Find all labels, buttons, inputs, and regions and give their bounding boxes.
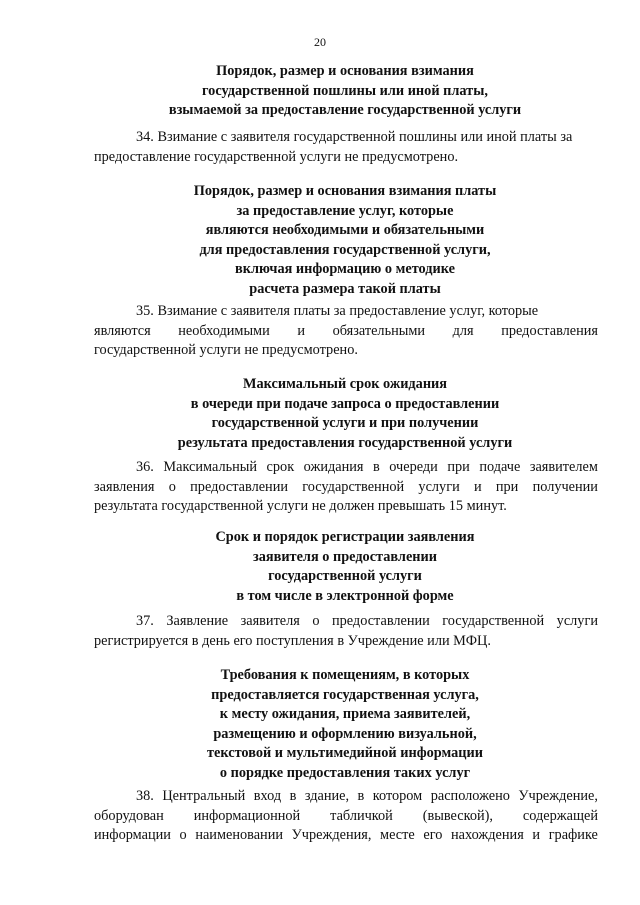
paragraph-line: результата государственной услуги не должен превышать 15 минут. xyxy=(94,498,507,514)
heading-line: размещению и оформлению визуальной, xyxy=(213,725,477,742)
word: Центральный xyxy=(162,788,246,804)
word: в xyxy=(373,459,380,475)
heading-line: являются необходимыми и обязательными xyxy=(205,222,485,238)
word: информации xyxy=(94,827,171,843)
word: предоставлении xyxy=(331,613,430,629)
paragraph-line-justified xyxy=(94,826,598,846)
page-number: 20 xyxy=(314,35,326,49)
word: (вывеской), xyxy=(422,807,493,824)
word: очереди xyxy=(389,459,438,475)
heading-line: результата предоставления государственной услуги xyxy=(177,434,513,451)
word: о xyxy=(312,613,320,629)
word: табличкой xyxy=(330,807,393,824)
word: обязательными xyxy=(332,322,426,339)
word: 36. xyxy=(136,459,154,475)
paragraph-line-justified xyxy=(94,787,598,807)
word: его xyxy=(423,827,443,843)
heading-line: в очереди при подаче запроса о предоставлении xyxy=(190,395,500,412)
word: государственной xyxy=(302,478,405,495)
word: при xyxy=(495,478,519,495)
word: 37. xyxy=(136,613,154,629)
word: графике xyxy=(548,827,598,843)
heading-registration xyxy=(60,528,630,606)
word: расположено xyxy=(430,788,510,804)
heading-waiting-time xyxy=(60,375,630,453)
heading-line: Срок и порядок регистрации заявления xyxy=(215,529,475,545)
heading-line: о порядке предоставления таких услуг xyxy=(219,764,471,781)
word: о xyxy=(168,478,176,495)
heading-line: государственной услуги xyxy=(268,568,422,584)
word: Максимальный xyxy=(163,459,258,475)
word: оборудован xyxy=(94,807,164,824)
word: вход xyxy=(253,788,282,804)
word: заявителем xyxy=(529,459,598,475)
word: предоставлении xyxy=(190,478,289,495)
word: нахождения xyxy=(451,827,524,843)
word: котором xyxy=(372,788,423,804)
word: являются xyxy=(94,322,151,339)
word: содержащей xyxy=(522,807,598,824)
word: подаче xyxy=(479,459,521,475)
heading-line: расчета размера такой платы xyxy=(249,280,441,297)
word: 38. xyxy=(136,788,154,804)
paragraph-38 xyxy=(94,787,598,846)
paragraph-line: 35. Взимание с заявителя платы за предоставление услуг, которые xyxy=(136,303,539,319)
word: и xyxy=(532,827,541,843)
heading-line: для предоставления государственной услуги, xyxy=(199,241,491,258)
word: о xyxy=(179,827,187,843)
word: и xyxy=(297,322,305,339)
heading-line: за предоставление услуг, которые xyxy=(236,202,454,219)
word: государственной xyxy=(442,613,545,629)
word: информационной xyxy=(193,807,301,824)
heading-line: предоставляется государственная услуга, xyxy=(211,686,479,703)
heading-line: включая информацию о методике xyxy=(235,261,455,277)
paragraph-line: регистрируется в день его поступления в Учреждение или МФЦ. xyxy=(94,632,491,649)
word: срок xyxy=(266,459,295,475)
word: в xyxy=(289,788,297,804)
word: месте xyxy=(380,827,415,843)
paragraph-line-justified xyxy=(94,322,598,342)
paragraph-line: предоставление государственной услуги не предусмотрено. xyxy=(94,148,459,165)
paragraph-37 xyxy=(94,612,598,651)
heading-service-fee xyxy=(60,182,630,299)
word: и xyxy=(473,478,482,495)
word: Учреждение, xyxy=(518,788,598,804)
paragraph-34 xyxy=(94,128,598,167)
paragraph-line-justified xyxy=(94,807,598,827)
paragraph-36 xyxy=(94,458,598,517)
paragraph-line-justified xyxy=(94,458,598,478)
word: наименовании xyxy=(195,827,284,843)
word: в xyxy=(357,788,365,804)
paragraph-line: 34. Взимание с заявителя государственной пошлины или иной платы за xyxy=(136,129,573,145)
heading-line: Максимальный срок ожидания xyxy=(242,376,448,392)
word: услуги xyxy=(418,478,460,495)
word: необходимыми xyxy=(178,322,270,339)
word: для xyxy=(452,322,474,339)
word: ожидания xyxy=(303,459,364,475)
heading-line: к месту ожидания, приема заявителей, xyxy=(219,706,471,722)
heading-line: Порядок, размер и основания взимания xyxy=(216,63,474,79)
heading-premises xyxy=(60,666,630,783)
word: Учреждения, xyxy=(291,827,372,843)
paragraph-35 xyxy=(94,302,598,361)
heading-line: государственной услуги и при получении xyxy=(211,415,479,431)
paragraph-line-justified xyxy=(94,478,598,498)
word: при xyxy=(447,459,470,475)
heading-line: государственной пошлины или иной платы, xyxy=(202,82,488,99)
word: заявления xyxy=(94,478,155,495)
heading-line: текстовой и мультимедийной информации xyxy=(207,745,483,761)
word: получении xyxy=(532,478,598,495)
word: предоставления xyxy=(501,322,598,339)
word: Заявление xyxy=(166,613,229,629)
word: услуги xyxy=(556,613,598,629)
heading-line: Порядок, размер и основания взимания платы xyxy=(193,183,497,199)
paragraph-line-justified xyxy=(94,612,598,632)
heading-line: взымаемой за предоставление государственной услуги xyxy=(168,102,522,118)
heading-line: в том числе в электронной форме xyxy=(236,587,454,604)
word: заявителя xyxy=(240,613,300,629)
heading-state-duty xyxy=(60,62,630,121)
paragraph-line: государственной услуги не предусмотрено. xyxy=(94,342,358,358)
heading-line: заявителя о предоставлении xyxy=(252,548,438,565)
heading-line: Требования к помещениям, в которых xyxy=(220,667,470,683)
word: здание, xyxy=(304,788,350,804)
